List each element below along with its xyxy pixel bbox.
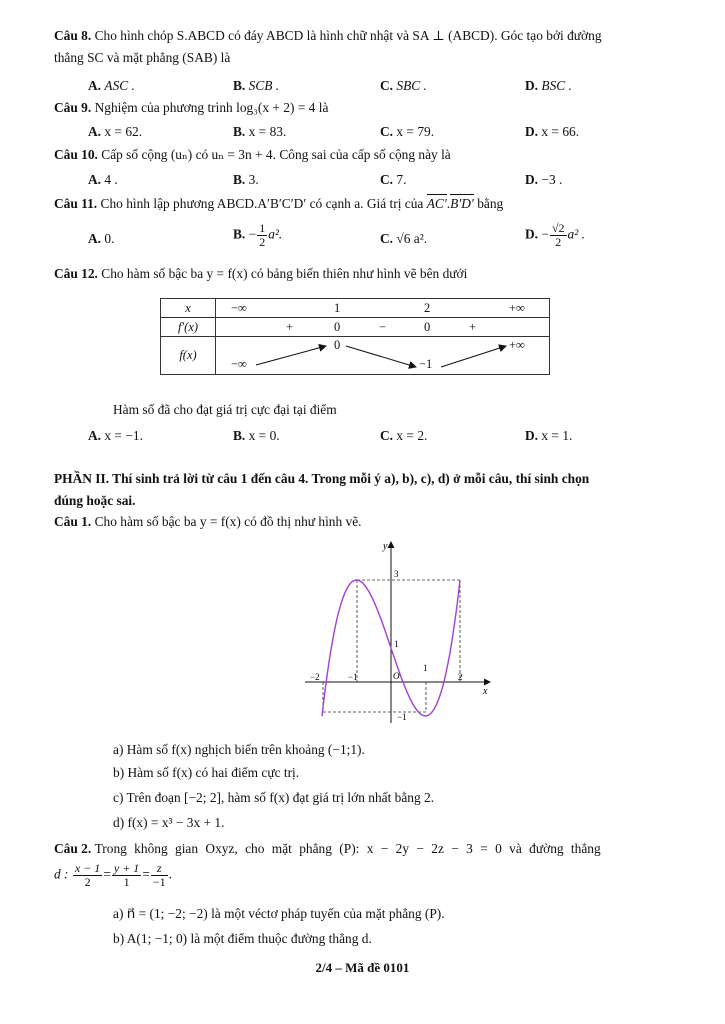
function-graph xyxy=(300,538,500,732)
y-axis-label: y xyxy=(383,541,388,552)
vt-sign-zero-1: 0 xyxy=(334,320,341,334)
p2q2-frac1-den: 2 xyxy=(84,875,91,889)
vt-f-pos-inf: +∞ xyxy=(509,338,525,352)
q8-line2 xyxy=(54,50,230,66)
q12-question: Hàm số đã cho đạt giá trị cực đại tại điểm xyxy=(113,402,337,417)
q9-line xyxy=(54,100,328,116)
p2q2-frac2-num: y + 1 xyxy=(113,861,140,875)
vt-f-row xyxy=(216,337,550,375)
q10-option-b[interactable]: B. 3. xyxy=(233,172,259,187)
p2q2-item-a[interactable]: a) n⃗ = (1; −2; −2) là một véctơ pháp tuyến của mặt phẳng (P). xyxy=(113,906,445,921)
q9-option-d[interactable]: D. x = 66. xyxy=(525,124,580,139)
vt-arrows xyxy=(216,337,549,375)
q12-option-d[interactable]: D. x = 1. xyxy=(525,428,573,443)
vt-fprime-label: f′(x) xyxy=(161,318,216,337)
vt-x-row xyxy=(216,299,550,318)
graph-svg xyxy=(300,538,500,728)
x-tick-m2: −2 xyxy=(310,672,320,682)
q10-label: Câu 10. xyxy=(54,147,98,162)
vt-sign-plus-2: + xyxy=(469,320,477,334)
vt-x-2: 2 xyxy=(424,301,431,315)
vt-f-max: 0 xyxy=(334,338,341,352)
variation-table xyxy=(160,298,550,375)
p2q2-text1: Trong không gian Oxyz, cho mặt phẳng (P): x − 2y − 2z − 3 = 0 và đường thẳng xyxy=(94,841,601,856)
q10-option-c[interactable]: C. 7. xyxy=(380,172,407,187)
q12-option-b[interactable]: B. x = 0. xyxy=(233,428,280,443)
vt-sign-minus: − xyxy=(379,320,387,334)
p2q2-line1 xyxy=(54,841,601,857)
x-tick-m1: −1 xyxy=(348,672,358,682)
x-tick-1: 1 xyxy=(423,663,428,673)
q11-vector-1: AC′ xyxy=(426,196,447,211)
vt-x-1: 1 xyxy=(334,301,341,315)
vt-f-min: −1 xyxy=(419,357,433,371)
vt-x-neg-inf: −∞ xyxy=(231,301,247,315)
p2q2-item-b[interactable]: b) A(1; −1; 0) là một điểm thuộc đường thẳng d. xyxy=(113,931,372,946)
origin-label: O xyxy=(393,671,400,681)
q8-option-a[interactable]: A. ASC . xyxy=(88,78,135,93)
vt-sign-plus-1: + xyxy=(286,320,294,334)
q10-options xyxy=(0,172,725,192)
x-axis-label: x xyxy=(483,686,488,697)
q11-vector-2: B′D′ xyxy=(450,196,474,211)
q9-option-a[interactable]: A. x = 62. xyxy=(88,124,143,139)
p2q2-label: Câu 2. xyxy=(54,841,92,856)
q10-text: Cấp số cộng (uₙ) có uₙ = 3n + 4. Công sai của cấp số cộng này là xyxy=(101,147,451,162)
q11-options xyxy=(0,222,725,262)
q11-option-b[interactable]: B. − $\frac{1}{2}$ a². xyxy=(233,221,283,249)
p2q2-line2: d : $\frac{x - 1}{2}$ = $\frac{y + 1}{1}$ = $\frac{z}{-1}$ . xyxy=(54,861,173,889)
part2-heading-2: đúng hoặc sai. xyxy=(54,493,136,508)
p2q1-label: Câu 1. xyxy=(54,514,92,529)
p2q1-text: Cho hàm số bậc ba y = f(x) có đồ thị như hình vẽ. xyxy=(94,514,362,529)
q8-text1: Cho hình chóp S.ABCD có đáy ABCD là hình chữ nhật và SA ⊥ (ABCD). Góc tạo bởi đường xyxy=(94,28,602,43)
q12-text: Cho hàm số bậc ba y = f(x) có bảng biến thiên như hình vẽ bên dưới xyxy=(101,266,468,281)
q12-options xyxy=(0,428,725,448)
p2q2-d-prefix: d : xyxy=(54,866,69,882)
p2q2-frac3-den: −1 xyxy=(152,875,166,889)
q9-option-c[interactable]: C. x = 79. xyxy=(380,124,435,139)
q9-text: Nghiệm của phương trình log₃(x + 2) = 4 là xyxy=(94,100,329,115)
y-tick-3: 3 xyxy=(394,569,399,579)
q8-option-c[interactable]: C. SBC . xyxy=(380,78,427,93)
q10-option-d[interactable]: D. −3 . xyxy=(525,172,563,187)
p2q2-frac1-num: x − 1 xyxy=(74,861,101,875)
q8-option-b[interactable]: B. SCB . xyxy=(233,78,280,93)
p2q1-line xyxy=(54,514,362,530)
q11-option-a[interactable]: A. 0. xyxy=(88,231,115,246)
q10-option-a[interactable]: A. 4 . xyxy=(88,172,118,187)
p2q1-item-b[interactable]: b) Hàm số f(x) có hai điểm cực trị. xyxy=(113,765,300,780)
q12-line xyxy=(54,266,467,282)
vt-arrow-down xyxy=(346,346,416,367)
vt-sign-zero-2: 0 xyxy=(424,320,431,334)
vt-x-label: x xyxy=(161,299,216,318)
y-tick-m1: −1 xyxy=(397,712,407,722)
q8-text2: thẳng SC và mặt phẳng (SAB) là xyxy=(54,50,231,65)
q12-option-a[interactable]: A. x = −1. xyxy=(88,428,143,443)
vt-arrow-up-2 xyxy=(441,346,506,367)
q12-option-c[interactable]: C. x = 2. xyxy=(380,428,428,443)
q11-dot: . xyxy=(446,196,451,211)
vt-f-label: f(x) xyxy=(161,337,216,375)
q8-options xyxy=(0,78,725,98)
part2-heading-1: PHẦN II. Thí sinh trả lời từ câu 1 đến câu 4. Trong mỗi ý a), b), c), d) ở mỗi câu, thí sinh chọn xyxy=(54,471,590,486)
q8-label: Câu 8. xyxy=(54,28,92,43)
page-footer: 2/4 – Mã đề 0101 xyxy=(315,960,410,975)
vt-fprime-row xyxy=(216,318,550,337)
q9-option-b[interactable]: B. x = 83. xyxy=(233,124,287,139)
vt-f-neg-inf: −∞ xyxy=(231,357,247,371)
p2q2-frac3-num: z xyxy=(151,862,168,876)
p2q2-frac2-den: 1 xyxy=(123,875,130,889)
q11-option-d[interactable]: D. − $\frac{√2}{2}$ a² . xyxy=(525,221,585,249)
y-tick-1: 1 xyxy=(394,639,399,649)
q9-label: Câu 9. xyxy=(54,100,92,115)
q11-line xyxy=(54,196,503,212)
q8-line1 xyxy=(54,28,602,44)
q11-text-b: bằng xyxy=(477,196,504,211)
q11-label: Câu 11. xyxy=(54,196,98,211)
q10-line xyxy=(54,147,451,163)
x-tick-2: 2 xyxy=(458,672,463,682)
q12-label: Câu 12. xyxy=(54,266,98,281)
p2q1-item-a[interactable]: a) Hàm số f(x) nghịch biến trên khoảng (−1;1). xyxy=(113,742,365,757)
vt-x-pos-inf: +∞ xyxy=(509,301,525,315)
vt-arrow-up-1 xyxy=(256,346,326,365)
q8-option-d[interactable]: D. BSC . xyxy=(525,78,572,93)
q11-text-a: Cho hình lập phương ABCD.A′B′C′D′ có cạnh a. Giá trị của xyxy=(100,196,424,211)
p2q1-item-d[interactable]: d) f(x) = x³ − 3x + 1. xyxy=(113,815,225,830)
q11-option-c[interactable]: C. √6 a². xyxy=(380,231,428,246)
p2q1-item-c[interactable]: c) Trên đoạn [−2; 2], hàm số f(x) đạt giá trị lớn nhất bằng 2. xyxy=(113,790,435,805)
q9-options xyxy=(0,124,725,144)
